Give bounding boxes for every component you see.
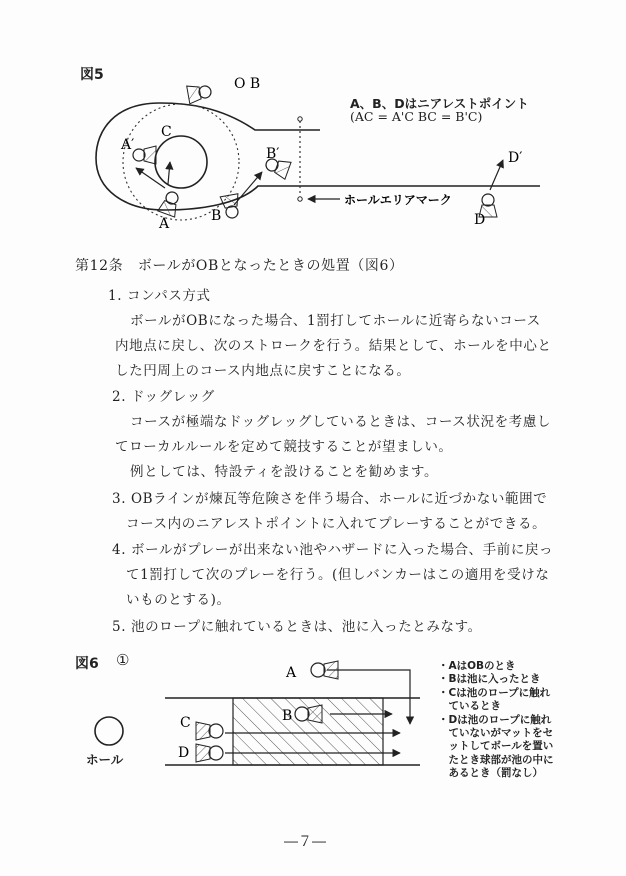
arrow-b-to-b-prime xyxy=(234,172,262,205)
note-line: たとき球部が池の中に xyxy=(438,753,554,766)
note-line: ・Dは池のロープに触れ xyxy=(438,713,552,726)
item2-title: 2. ドッグレッグ xyxy=(112,389,215,405)
note-line: ・Cは池のロープに触れ xyxy=(438,686,551,699)
item1-line: 内地点に戻し、次のストロークを行う。結果として、ホールを中心と xyxy=(115,338,552,354)
note-line: ていないがマットをセ xyxy=(438,727,554,740)
label-b: B xyxy=(211,208,222,224)
note-line: ・AはOBのとき xyxy=(438,660,516,672)
ball-b-icon xyxy=(295,705,322,723)
hole-marker xyxy=(95,717,123,745)
label-c: C xyxy=(180,715,191,731)
item5-line: 5. 池のロープに触れているときは、池に入ったとみなす。 xyxy=(112,619,482,635)
note-line: ているとき xyxy=(438,700,501,713)
ball-a-prime-icon xyxy=(133,146,156,164)
label-d: D xyxy=(178,745,190,761)
label-b: B xyxy=(282,708,293,724)
label-c: C xyxy=(161,124,172,140)
label-d-prime: D′ xyxy=(508,150,523,166)
label-d: D xyxy=(474,212,486,228)
hole-circle xyxy=(155,136,207,188)
figure-5-diagram xyxy=(0,0,626,250)
figure-5-annotation-line1: A、B、Dはニアレストポイント xyxy=(350,96,529,111)
label-ob: O B xyxy=(234,76,261,92)
ball-d-icon xyxy=(196,744,223,762)
item2-line: てローカルルールを定めて競技することが望ましい。 xyxy=(115,439,453,455)
label-a: A xyxy=(286,665,297,681)
note-line: あるとき（罰なし） xyxy=(438,767,543,780)
note-line: ットしてボールを置い xyxy=(438,740,554,753)
hole-label: ホール xyxy=(86,752,124,767)
item4-line: いものとする)。 xyxy=(126,592,231,608)
item2-line: コースが極端なドッグレッグしているときは、コース状況を考慮し xyxy=(130,414,551,430)
figure-6-label: 図6 xyxy=(75,656,99,672)
item3-line: コース内のニアレストポイントに入れてプレーすることができる。 xyxy=(126,516,547,532)
page-number: ―７― xyxy=(284,834,326,850)
figure-6-notes xyxy=(438,660,554,781)
ball-c-icon xyxy=(196,722,223,740)
label-hole-area-mark: ホールエリアマーク xyxy=(344,193,452,207)
item1-line: ボールがOBになった場合、1罰打してホールに近寄らないコース xyxy=(130,313,541,329)
compass-circle xyxy=(123,104,239,220)
label-a: A xyxy=(159,216,170,232)
item2-line: 例としては、特設ティを設けることを勧めます。 xyxy=(130,464,439,480)
figure-5-annotation-line2: (AC = A'C BC = B'C) xyxy=(350,109,483,124)
ball-ob-icon xyxy=(187,82,213,104)
figure-5-label: 図5 xyxy=(80,67,104,83)
note-line: ・Bは池に入ったとき xyxy=(438,673,541,686)
item1-line: した円周上のコース内地点に戻すことになる。 xyxy=(115,363,411,379)
ball-a-icon xyxy=(158,189,183,217)
figure-6-number: ① xyxy=(116,651,130,669)
item3-line: 3. OBラインが煉瓦等危険さを伴う場合、ホールに近づかない範囲で xyxy=(112,491,548,507)
ball-a-icon xyxy=(311,661,338,679)
item4-line: 4. ボールがプレーが出来ない池やハザードに入った場合、手前に戻っ xyxy=(112,542,554,558)
article-heading: 第12条 ボールがOBとなったときの処置（図6） xyxy=(75,258,404,274)
item4-line: て1罰打して次のプレーを行う。(但しバンカーはこの適用を受けな xyxy=(126,567,550,583)
label-a-prime: A′ xyxy=(121,137,135,153)
ob-stake-top xyxy=(298,117,302,121)
ob-stake-bottom xyxy=(298,197,302,201)
arrow-a-to-c xyxy=(168,162,170,184)
item1-title: 1. コンパス方式 xyxy=(108,288,211,304)
label-b-prime: B′ xyxy=(266,146,280,162)
